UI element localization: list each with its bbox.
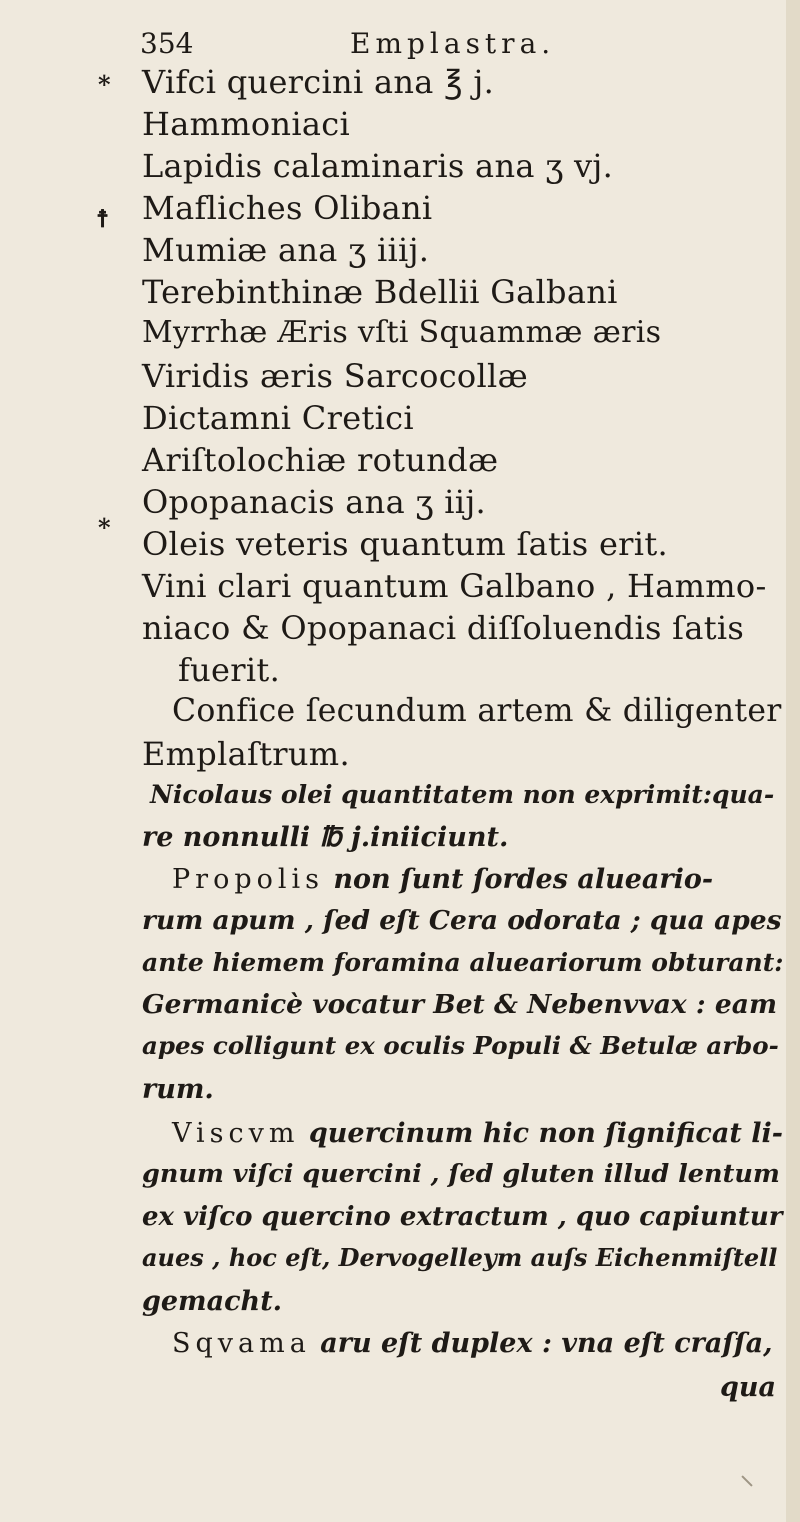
- note-line: Germanicè vocatur Bet & Nebenvvax : eam: [142, 989, 777, 1020]
- recipe-line: Confice ſecundum artem & diligenter: [172, 693, 782, 729]
- cross-marker: ☨: [96, 204, 110, 233]
- note-line: Nicolaus olei quantitatem non exprimit:qua-: [150, 780, 775, 809]
- recipe-line: fuerit.: [178, 651, 281, 689]
- term-viscum: Viscvm: [172, 1118, 300, 1149]
- recipe-line: Viridis æris Sarcocollæ: [142, 357, 528, 395]
- recipe-line: Vini clari quantum Galbano , Hammo-: [142, 567, 767, 605]
- note-line: ante hiemem foramina alueariorum obturant:: [142, 948, 784, 977]
- recipe-line: Hammoniaci: [142, 105, 351, 143]
- page-number: 354: [140, 27, 194, 60]
- note-line: re nonnulli ℔ j.iniiciunt.: [142, 822, 509, 853]
- note-line: rum apum , ſed eſt Cera odorata ; qua apes: [142, 905, 782, 936]
- recipe-line: Oleis veteris quantum ſatis erit.: [142, 525, 668, 563]
- recipe-line: Myrrhæ Æris vſti Squammæ æris: [142, 315, 662, 350]
- recipe-line: Mafliches Olibani: [142, 189, 433, 227]
- catchword: qua: [720, 1372, 777, 1403]
- star-marker: *: [98, 513, 111, 542]
- recipe-line: Lapidis calaminaris ana ʒ vj.: [142, 147, 614, 185]
- note-line: gnum viſci quercini , ſed gluten illud lentum: [142, 1159, 780, 1189]
- recipe-line: Ariſtolochiæ rotundæ: [142, 441, 499, 479]
- recipe-line: Mumiæ ana ʒ iiij.: [142, 231, 430, 269]
- note-line: aues , hoc eſt, Dervogelleym auſs Eichenmiſtell: [142, 1243, 778, 1272]
- recipe-line: Opopanacis ana ʒ iij.: [142, 483, 487, 521]
- recipe-line: Vifci quercini ana ℥ j.: [142, 63, 495, 101]
- note-line: apes colligunt ex oculis Populi & Betulæ arbo-: [142, 1031, 779, 1060]
- recipe-line: niaco & Opopanaci diſſoluendis ſatis: [142, 609, 745, 647]
- recipe-line: Terebinthinæ Bdellii Galbani: [142, 273, 618, 311]
- star-marker: *: [98, 70, 111, 99]
- running-title: Emplastra.: [350, 27, 556, 60]
- note-line: ex viſco quercino extractum , quo capiuntur: [142, 1202, 783, 1232]
- recipe-line: Emplaſtrum.: [142, 735, 350, 773]
- term-squama: Sqvama: [172, 1328, 311, 1359]
- note-line: Viscvm quercinum hic non ſignificat li-: [172, 1118, 783, 1149]
- note-line: Sqvama aru eſt duplex : vna eſt craſſa,: [172, 1328, 773, 1359]
- page-edge: [786, 0, 800, 1522]
- recipe-line: Dictamni Cretici: [142, 399, 414, 437]
- note-line: gemacht.: [142, 1286, 283, 1317]
- paper-mark: [741, 1475, 752, 1486]
- note-line: rum.: [142, 1074, 214, 1105]
- term-propolis: Propolis: [172, 864, 324, 895]
- note-line: Propolis non ſunt ſordes alueario-: [172, 864, 714, 895]
